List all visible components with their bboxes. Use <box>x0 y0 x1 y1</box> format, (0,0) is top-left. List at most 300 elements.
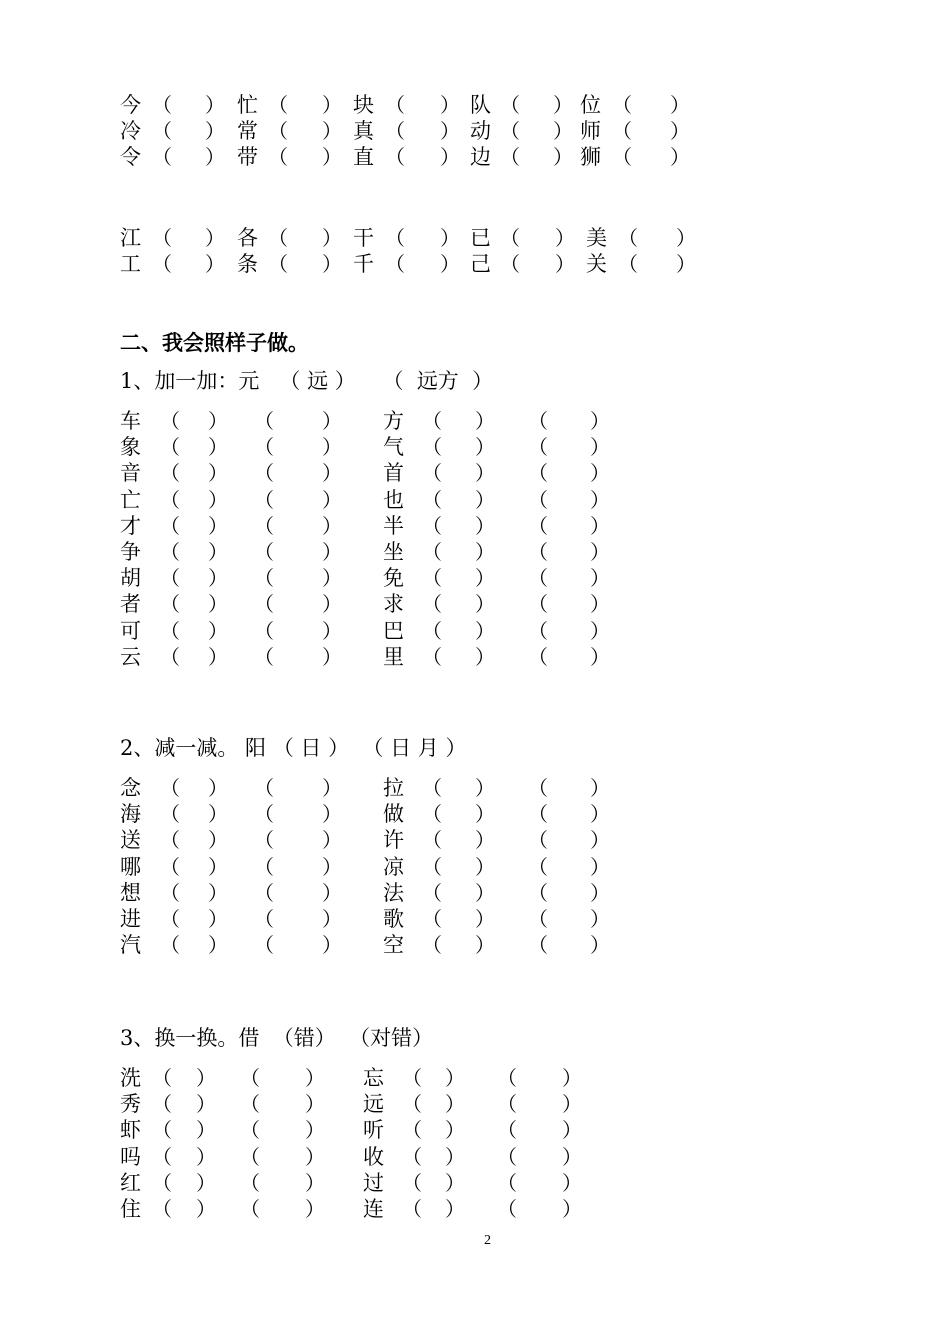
close-paren: ） <box>475 487 495 512</box>
open-paren: （ <box>422 461 442 486</box>
task-3-example-word: 对错 <box>370 1026 413 1050</box>
left-char: 才 <box>120 513 141 538</box>
close-paren: ） <box>196 1197 216 1221</box>
close-paren: ） <box>590 513 610 538</box>
close-paren: ） <box>562 1118 582 1143</box>
open-paren: （ <box>402 1092 422 1117</box>
close-paren: ） <box>590 618 610 643</box>
right-char: 凉 <box>383 854 404 879</box>
char-cell: 各 <box>237 226 258 250</box>
close-paren: ） <box>445 1197 465 1221</box>
open-paren: （ <box>612 93 632 117</box>
close-paren: ） <box>322 252 342 276</box>
open-paren: （ <box>254 802 274 827</box>
close-paren: ） <box>305 1197 325 1221</box>
open-paren: （ <box>268 226 288 250</box>
open-paren: （ <box>254 487 274 512</box>
close-paren: ） <box>670 93 690 117</box>
right-char: 做 <box>383 802 404 827</box>
close-paren: ） <box>208 513 228 538</box>
open-paren: （ <box>240 1197 260 1221</box>
open-paren: （ <box>528 854 548 879</box>
close-paren: ） <box>305 1118 325 1143</box>
open-paren: （ <box>160 409 180 433</box>
open-paren: （ <box>422 828 442 853</box>
close-paren: ） <box>205 145 225 169</box>
close-paren: ） <box>305 1144 325 1169</box>
open-paren: （ <box>152 252 172 276</box>
right-char: 也 <box>383 487 404 512</box>
left-char: 云 <box>120 644 141 669</box>
open-paren: （ <box>152 119 172 143</box>
open-paren: （ <box>254 461 274 486</box>
open-paren: （ <box>160 802 180 827</box>
close-paren: ） <box>208 854 228 879</box>
open-paren: （ <box>497 1197 517 1221</box>
close-paren: ） <box>208 618 228 643</box>
close-paren: ） <box>562 1066 582 1090</box>
left-char: 车 <box>120 409 141 433</box>
open-paren: （ <box>528 566 548 591</box>
close-paren: ） <box>562 1170 582 1195</box>
open-paren: （ <box>528 776 548 800</box>
task-1-example-answer: 远 <box>307 369 329 393</box>
open-paren: （ <box>152 1092 172 1117</box>
right-char: 坐 <box>383 540 404 564</box>
open-paren: （ <box>528 513 548 538</box>
close-paren: ） <box>196 1144 216 1169</box>
open-paren: （ <box>528 435 548 460</box>
close-paren: ） <box>440 226 460 250</box>
left-char: 吗 <box>120 1144 141 1169</box>
open-paren: （ <box>385 252 405 276</box>
open-paren: （ <box>402 1144 422 1169</box>
close-paren: ） <box>475 513 495 538</box>
close-paren: ） <box>322 540 342 564</box>
right-char: 免 <box>383 566 404 591</box>
open-paren: （ <box>254 907 274 931</box>
close-paren: ） <box>590 566 610 591</box>
close-paren: ） <box>475 461 495 486</box>
open-paren: （ <box>422 854 442 879</box>
char-cell: 干 <box>353 226 374 250</box>
close-paren: ） <box>305 1092 325 1117</box>
left-char: 想 <box>120 880 141 905</box>
close-paren: ） <box>475 802 495 827</box>
close-paren: ） <box>562 1092 582 1117</box>
open-paren: （ <box>385 145 405 169</box>
open-paren: （ <box>160 435 180 460</box>
close-paren: ） <box>445 1092 465 1117</box>
right-char: 许 <box>383 828 404 853</box>
open-paren: （ <box>160 566 180 591</box>
open-paren: （ <box>422 618 442 643</box>
close-paren: ） <box>475 618 495 643</box>
close-paren: ） <box>322 618 342 643</box>
open-paren: （ <box>402 1066 422 1090</box>
open-paren: （ <box>497 1118 517 1143</box>
close-paren: ） <box>475 592 495 617</box>
close-paren: ） <box>553 145 573 169</box>
task-3-example-answer: 错 <box>293 1026 315 1050</box>
open-paren: （ <box>254 540 274 564</box>
open-paren: （ <box>618 226 638 250</box>
close-paren: ） <box>208 644 228 669</box>
char-cell: 位 <box>580 93 601 117</box>
open-paren: （ <box>422 880 442 905</box>
right-char: 法 <box>383 880 404 905</box>
page-number: 2 <box>484 1233 491 1248</box>
open-paren: （ <box>497 1092 517 1117</box>
close-paren: ） <box>208 435 228 460</box>
char-cell: 江 <box>120 226 141 250</box>
close-paren: ） <box>322 409 342 433</box>
close-paren: ） <box>322 461 342 486</box>
close-paren: ） <box>196 1092 216 1117</box>
open-paren: （ <box>500 145 520 169</box>
open-paren: （ <box>268 119 288 143</box>
open-paren: （ <box>160 461 180 486</box>
open-paren: （ <box>618 252 638 276</box>
open-paren: （ <box>528 461 548 486</box>
char-cell: 关 <box>586 252 607 276</box>
close-paren: ） <box>555 252 575 276</box>
right-char: 里 <box>383 644 404 669</box>
char-cell: 千 <box>353 252 374 276</box>
open-paren: （ <box>254 409 274 433</box>
close-paren: ） <box>322 119 342 143</box>
task-2-example-word: 日 月 <box>390 736 439 760</box>
close-paren: ） <box>590 487 610 512</box>
left-char: 音 <box>120 461 141 486</box>
close-paren: ） <box>475 907 495 931</box>
open-paren: （ <box>500 119 520 143</box>
open-paren: （ <box>497 1170 517 1195</box>
close-paren: ） <box>208 880 228 905</box>
open-paren: （ <box>422 540 442 564</box>
right-char: 气 <box>383 435 404 460</box>
open-paren: （ <box>385 119 405 143</box>
close-paren: ） <box>475 933 495 958</box>
close-paren: ） <box>475 854 495 879</box>
char-cell: 狮 <box>580 145 601 169</box>
open-paren: （ <box>254 880 274 905</box>
right-char: 求 <box>383 592 404 617</box>
open-paren: （ <box>500 226 520 250</box>
close-paren: ） <box>208 461 228 486</box>
task-1-label: 1、加一加：元 <box>120 369 260 393</box>
close-paren: ） <box>445 1118 465 1143</box>
open-paren: （ <box>160 933 180 958</box>
close-paren: ） <box>208 933 228 958</box>
close-paren: ） <box>590 907 610 931</box>
open-paren: （ <box>152 1144 172 1169</box>
close-paren: ） <box>475 644 495 669</box>
open-paren: （ <box>254 828 274 853</box>
open-paren: （ <box>402 1170 422 1195</box>
close-paren: ） <box>590 854 610 879</box>
close-paren: ） <box>670 119 690 143</box>
close-paren: ） <box>590 409 610 433</box>
open-paren: （ <box>160 618 180 643</box>
close-paren: ） <box>322 828 342 853</box>
open-paren: （ <box>385 93 405 117</box>
close-paren: ） <box>322 487 342 512</box>
left-char: 者 <box>120 592 141 617</box>
task-1-example-word: 远方 <box>416 369 459 393</box>
close-paren: ） <box>676 226 696 250</box>
open-paren: （ <box>528 592 548 617</box>
left-char: 可 <box>120 618 141 643</box>
char-cell: 块 <box>353 93 374 117</box>
char-cell: 条 <box>237 252 258 276</box>
left-char: 红 <box>120 1170 141 1195</box>
left-char: 汽 <box>120 933 141 958</box>
open-paren: （ <box>254 854 274 879</box>
close-paren: ） <box>562 1144 582 1169</box>
open-paren: （ <box>240 1170 260 1195</box>
close-paren: ） <box>208 802 228 827</box>
close-paren: ） <box>322 592 342 617</box>
close-paren: ） <box>590 540 610 564</box>
right-char: 半 <box>383 513 404 538</box>
char-cell: 己 <box>470 252 491 276</box>
open-paren: （ <box>160 592 180 617</box>
open-paren: （ <box>422 592 442 617</box>
open-paren: （ <box>152 1170 172 1195</box>
left-char: 亡 <box>120 487 141 512</box>
close-paren: ） <box>208 409 228 433</box>
close-paren: ） <box>590 933 610 958</box>
right-char: 收 <box>363 1144 384 1169</box>
close-paren: ） <box>440 252 460 276</box>
close-paren: ） <box>322 566 342 591</box>
close-paren: ） <box>445 1144 465 1169</box>
open-paren: （ <box>528 487 548 512</box>
close-paren: ） <box>322 802 342 827</box>
open-paren: （ <box>422 776 442 800</box>
left-char: 住 <box>120 1197 141 1221</box>
open-paren: （ <box>160 487 180 512</box>
right-char: 过 <box>363 1170 384 1195</box>
left-char: 虾 <box>120 1118 141 1143</box>
open-paren: （ <box>528 933 548 958</box>
open-paren: （ <box>528 618 548 643</box>
close-paren: ） <box>322 435 342 460</box>
open-paren: （ <box>254 592 274 617</box>
section-heading: 二、我会照样子做。 <box>120 331 309 355</box>
close-paren: ） <box>670 145 690 169</box>
right-char: 拉 <box>383 776 404 800</box>
left-char: 洗 <box>120 1066 141 1090</box>
close-paren: ） <box>553 119 573 143</box>
open-paren: （ <box>422 513 442 538</box>
char-cell: 边 <box>470 145 491 169</box>
close-paren: ） <box>445 1170 465 1195</box>
open-paren: （ <box>497 1144 517 1169</box>
char-cell: 冷 <box>120 119 141 143</box>
close-paren: ） <box>475 776 495 800</box>
left-char: 进 <box>120 907 141 931</box>
open-paren: （ <box>422 566 442 591</box>
task-2-example-answer: 日 <box>300 736 322 760</box>
close-paren: ） <box>440 145 460 169</box>
open-paren: （ <box>268 252 288 276</box>
close-paren: ） <box>322 880 342 905</box>
char-cell: 队 <box>470 93 491 117</box>
close-paren: ） <box>322 854 342 879</box>
close-paren: ） <box>208 907 228 931</box>
char-cell: 工 <box>120 252 141 276</box>
open-paren: （ <box>500 93 520 117</box>
open-paren: （ <box>268 93 288 117</box>
open-paren: （ <box>528 828 548 853</box>
close-paren: ） <box>208 566 228 591</box>
open-paren: （ <box>254 435 274 460</box>
close-paren: ） <box>590 828 610 853</box>
open-paren: （ <box>528 907 548 931</box>
char-cell: 动 <box>470 119 491 143</box>
open-paren: （ <box>422 644 442 669</box>
open-paren: （ <box>152 1118 172 1143</box>
task-2-label: 2、减一减。 阳 <box>120 736 267 760</box>
open-paren: （ <box>160 828 180 853</box>
open-paren: （ <box>240 1092 260 1117</box>
close-paren: ） <box>440 119 460 143</box>
open-paren: （ <box>254 933 274 958</box>
close-paren: ） <box>445 1066 465 1090</box>
close-paren: ） <box>590 802 610 827</box>
left-char: 送 <box>120 828 141 853</box>
right-char: 空 <box>383 933 404 958</box>
close-paren: ） <box>322 226 342 250</box>
close-paren: ） <box>475 540 495 564</box>
close-paren: ） <box>676 252 696 276</box>
close-paren: ） <box>208 540 228 564</box>
right-char: 方 <box>383 409 404 433</box>
open-paren: （ <box>500 252 520 276</box>
task-1-prompt: 1、加一加：元 （ 远 ） （ 远方 ） <box>120 369 494 393</box>
close-paren: ） <box>322 513 342 538</box>
open-paren: （ <box>268 145 288 169</box>
close-paren: ） <box>208 776 228 800</box>
task-3-prompt: 3、换一换。借 （错） （对错） <box>120 1026 434 1050</box>
right-char: 巴 <box>383 618 404 643</box>
close-paren: ） <box>590 776 610 800</box>
close-paren: ） <box>205 226 225 250</box>
open-paren: （ <box>152 145 172 169</box>
open-paren: （ <box>254 618 274 643</box>
close-paren: ） <box>475 880 495 905</box>
left-char: 秀 <box>120 1092 141 1117</box>
open-paren: （ <box>422 487 442 512</box>
open-paren: （ <box>254 566 274 591</box>
right-char: 忘 <box>363 1066 384 1090</box>
right-char: 听 <box>363 1118 384 1143</box>
left-char: 象 <box>120 435 141 460</box>
char-cell: 师 <box>580 119 601 143</box>
open-paren: （ <box>160 880 180 905</box>
close-paren: ） <box>196 1170 216 1195</box>
open-paren: （ <box>422 907 442 931</box>
char-cell: 今 <box>120 93 141 117</box>
close-paren: ） <box>322 776 342 800</box>
close-paren: ） <box>196 1066 216 1090</box>
open-paren: （ <box>528 540 548 564</box>
close-paren: ） <box>322 907 342 931</box>
open-paren: （ <box>160 513 180 538</box>
open-paren: （ <box>402 1118 422 1143</box>
task-3-label: 3、换一换。借 <box>120 1026 260 1050</box>
right-char: 连 <box>363 1197 384 1221</box>
open-paren: （ <box>152 1066 172 1090</box>
left-char: 哪 <box>120 854 141 879</box>
open-paren: （ <box>497 1066 517 1090</box>
open-paren: （ <box>422 409 442 433</box>
close-paren: ） <box>205 93 225 117</box>
char-cell: 已 <box>470 226 491 250</box>
close-paren: ） <box>305 1170 325 1195</box>
close-paren: ） <box>208 487 228 512</box>
open-paren: （ <box>160 907 180 931</box>
close-paren: ） <box>475 435 495 460</box>
close-paren: ） <box>322 93 342 117</box>
open-paren: （ <box>422 802 442 827</box>
right-char: 远 <box>363 1092 384 1117</box>
close-paren: ） <box>562 1197 582 1221</box>
open-paren: （ <box>528 644 548 669</box>
open-paren: （ <box>612 119 632 143</box>
left-char: 海 <box>120 802 141 827</box>
open-paren: （ <box>240 1118 260 1143</box>
open-paren: （ <box>528 409 548 433</box>
open-paren: （ <box>160 776 180 800</box>
open-paren: （ <box>254 776 274 800</box>
close-paren: ） <box>553 93 573 117</box>
open-paren: （ <box>152 93 172 117</box>
open-paren: （ <box>612 145 632 169</box>
open-paren: （ <box>160 854 180 879</box>
open-paren: （ <box>152 226 172 250</box>
close-paren: ） <box>555 226 575 250</box>
close-paren: ） <box>475 409 495 433</box>
close-paren: ） <box>305 1066 325 1090</box>
close-paren: ） <box>208 592 228 617</box>
close-paren: ） <box>205 119 225 143</box>
close-paren: ） <box>590 592 610 617</box>
left-char: 念 <box>120 776 141 800</box>
left-char: 争 <box>120 540 141 564</box>
open-paren: （ <box>422 435 442 460</box>
close-paren: ） <box>322 145 342 169</box>
close-paren: ） <box>440 93 460 117</box>
close-paren: ） <box>590 461 610 486</box>
left-char: 胡 <box>120 566 141 591</box>
close-paren: ） <box>590 435 610 460</box>
open-paren: （ <box>240 1066 260 1090</box>
open-paren: （ <box>254 644 274 669</box>
char-cell: 令 <box>120 145 141 169</box>
close-paren: ） <box>475 828 495 853</box>
open-paren: （ <box>528 802 548 827</box>
close-paren: ） <box>475 566 495 591</box>
char-cell: 直 <box>353 145 374 169</box>
char-cell: 美 <box>586 226 607 250</box>
char-cell: 常 <box>237 119 258 143</box>
open-paren: （ <box>528 880 548 905</box>
char-cell: 带 <box>237 145 258 169</box>
open-paren: （ <box>160 644 180 669</box>
